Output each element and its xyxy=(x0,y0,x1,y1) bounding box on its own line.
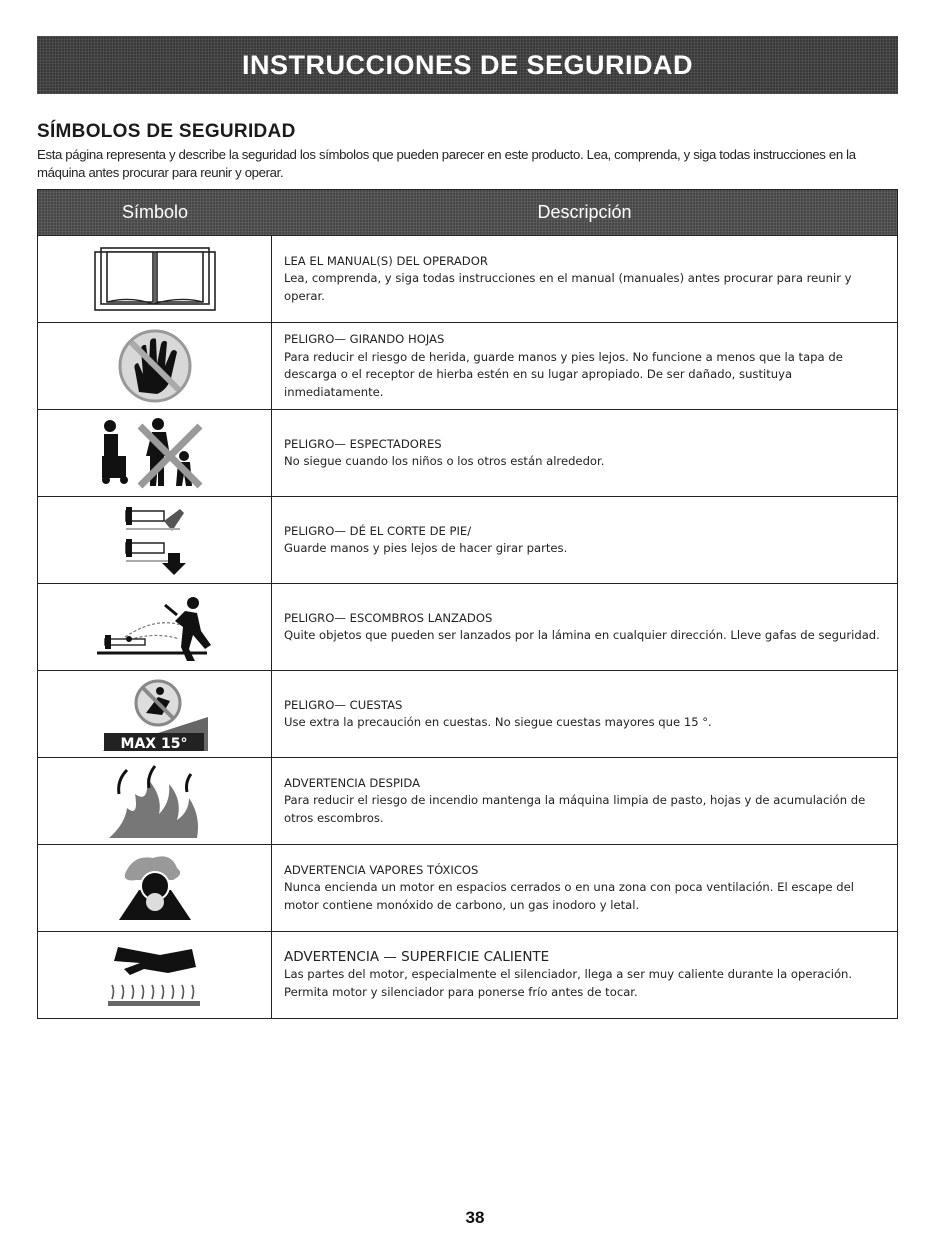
row-title: ADVERTENCIA DESPIDA xyxy=(284,775,421,790)
table-row xyxy=(38,670,897,757)
thrown-debris-icon xyxy=(95,591,215,663)
table-row xyxy=(38,583,897,670)
row-title: ADVERTENCIA — SUPERFICIE CALIENTE xyxy=(284,948,550,965)
header-description: Descripción xyxy=(537,202,632,222)
row-title: PELIGRO— GIRANDO HOJAS xyxy=(284,332,445,346)
row-text: Las partes del motor, especialmente el silenciador, llega a ser muy caliente durante la operación. Permita motor y silenciador para ponerse frío antes de tocar. xyxy=(284,967,853,999)
intro-paragraph: Esta página representa y describe la seguridad los símbolos que pueden parecer en este producto. Lea, comprenda, y siga todas instrucciones en la máquina antes procurar para reunir y operar. xyxy=(37,147,856,180)
table-row xyxy=(38,757,897,844)
table-row xyxy=(38,322,897,409)
row-text: Para reducir el riesgo de herida, guarde manos y pies lejos. No funcione a menos que la tapa de descarga o el receptor de hierba estén en su lugar apropiado. De ser dañado, sustituya inmediatamente. xyxy=(284,349,843,399)
row-title: PELIGRO— ESPECTADORES xyxy=(284,436,442,451)
toxic-fumes-icon xyxy=(115,850,195,926)
table-row xyxy=(38,235,897,322)
hot-surface-icon xyxy=(100,939,210,1011)
slope-icon xyxy=(100,677,210,751)
bystanders-icon xyxy=(100,416,210,490)
no-hand-blade-icon xyxy=(115,326,195,406)
table-row xyxy=(38,409,897,496)
row-text: Lea, comprenda, y siga todas instrucciones en el manual (manuales) antes procurar para reunir y operar. xyxy=(284,271,852,303)
row-title: LEA EL MANUAL(S) DEL OPERADOR xyxy=(284,253,488,268)
section-title: SÍMBOLOS DE SEGURIDAD xyxy=(37,121,296,142)
header-symbol: Símbolo xyxy=(121,202,189,222)
table-row xyxy=(38,931,897,1018)
row-title: PELIGRO— DÉ EL CORTE DE PIE/ xyxy=(284,523,472,538)
row-text: No siegue cuando los niños o los otros están alrededor. xyxy=(284,454,605,468)
row-text: Guarde manos y pies lejos de hacer girar partes. xyxy=(284,541,568,555)
row-text: Nunca encienda un motor en espacios cerrados o en una zona con poca ventilación. El escape del motor contiene monóxido de carbono, un gas inodoro y letal. xyxy=(284,880,854,912)
slope-max-label: MAX 15° xyxy=(120,736,187,751)
banner-title: INSTRUCCIONES DE SEGURIDAD xyxy=(241,49,694,80)
fire-icon xyxy=(105,764,205,838)
manual-book-icon xyxy=(93,246,217,312)
row-text: Quite objetos que pueden ser lanzados por la lámina en cualquier dirección. Lleve gafas de seguridad. xyxy=(284,628,880,642)
table-header xyxy=(38,190,897,235)
safety-symbols-table xyxy=(37,189,898,1019)
row-text: Para reducir el riesgo de incendio mantenga la máquina limpia de pasto, hojas y de acumulación de otros escombros. xyxy=(284,793,866,825)
table-row xyxy=(38,844,897,931)
foot-cut-icon xyxy=(120,503,190,577)
page-banner xyxy=(37,36,898,94)
row-title: ADVERTENCIA VAPORES TÓXICOS xyxy=(284,862,479,877)
row-title: PELIGRO— CUESTAS xyxy=(284,697,403,712)
page-number: 38 xyxy=(465,1208,485,1227)
row-text: Use extra la precaución en cuestas. No siegue cuestas mayores que 15 °. xyxy=(284,715,712,729)
row-title: PELIGRO— ESCOMBROS LANZADOS xyxy=(284,610,493,625)
table-row xyxy=(38,496,897,583)
